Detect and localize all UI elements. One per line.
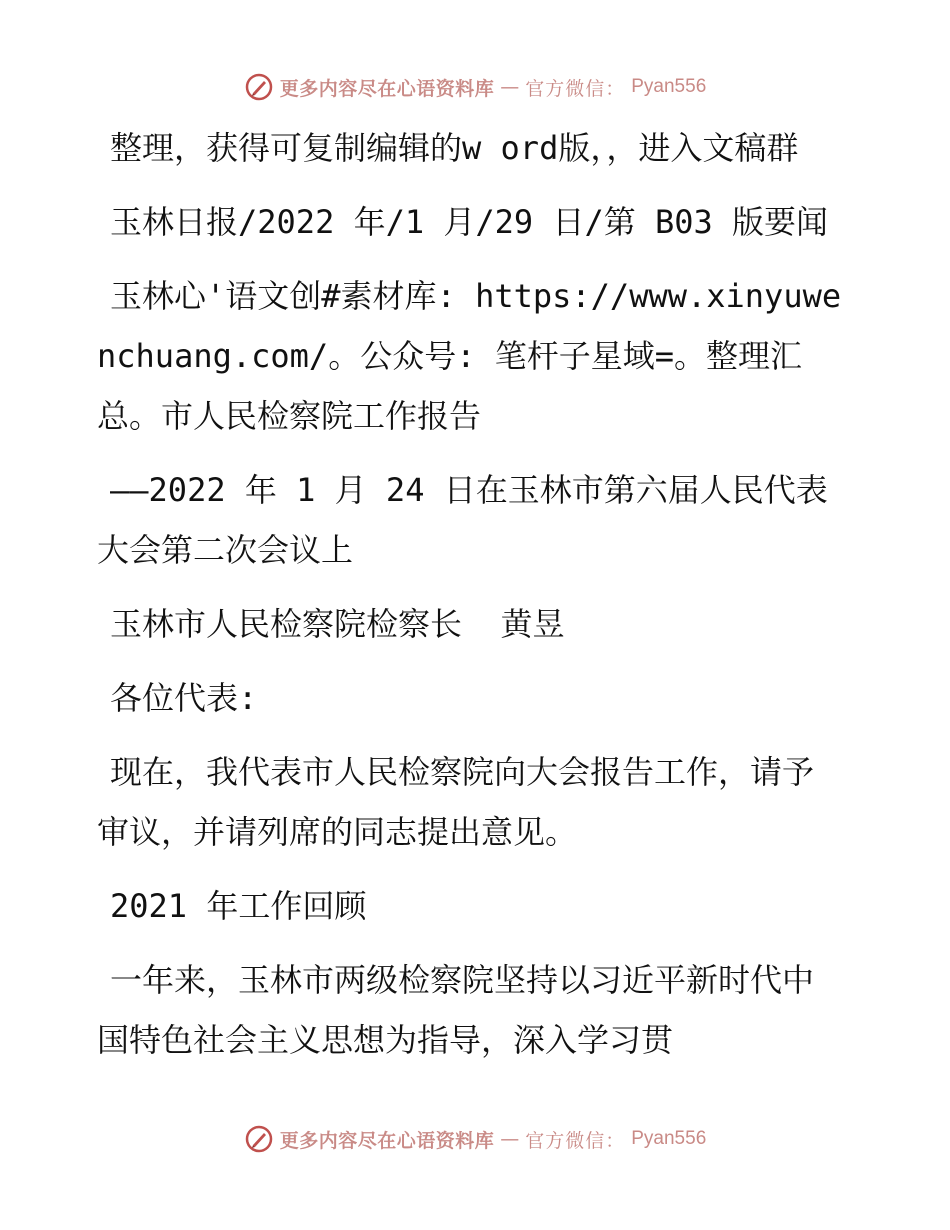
pen-logo-icon	[244, 1124, 274, 1154]
watermark-dash: —	[500, 76, 520, 98]
watermark-dash: —	[500, 1128, 520, 1150]
pen-logo-icon	[244, 72, 274, 102]
document-body	[97, 118, 842, 1084]
paragraph: 整理，获得可复制编辑的w ord版，，进入文稿群	[110, 129, 799, 167]
paragraph: 现在，我代表市人民检察院向大会报告工作，请予审议，并请列席的同志提出意见。	[97, 753, 815, 851]
header-watermark	[0, 72, 950, 102]
footer-watermark	[0, 1124, 950, 1154]
paragraph: ——2022 年 1 月 24 日在玉林市第六届人民代表大会第二次会议上	[97, 471, 828, 569]
paragraph: 一年来，玉林市两级检察院坚持以习近平新时代中国特色社会主义思想为指导，深入学习贯	[97, 961, 815, 1059]
paragraph: 玉林日报/2022 年/1 月/29 日/第 B03 版要闻	[110, 203, 829, 241]
paragraph: 2021 年工作回顾	[110, 887, 367, 925]
paragraph: 玉林市人民检察院检察长 黄昱	[110, 605, 565, 643]
paragraph: 各位代表:	[110, 679, 258, 717]
paragraph: 玉林心'语文创#素材库: https://www.xinyuwenchuang.com/。公众号: 笔杆子星域=。整理汇总。市人民检察院工作报告	[97, 277, 842, 435]
watermark-id: Pyan556	[631, 76, 707, 97]
watermark-sub: 官方微信：	[525, 1129, 626, 1152]
watermark-text: 更多内容尽在心语资料库	[279, 1129, 495, 1152]
watermark-sub: 官方微信：	[525, 77, 626, 100]
watermark-id: Pyan556	[631, 1128, 707, 1149]
watermark-text: 更多内容尽在心语资料库	[279, 77, 495, 100]
